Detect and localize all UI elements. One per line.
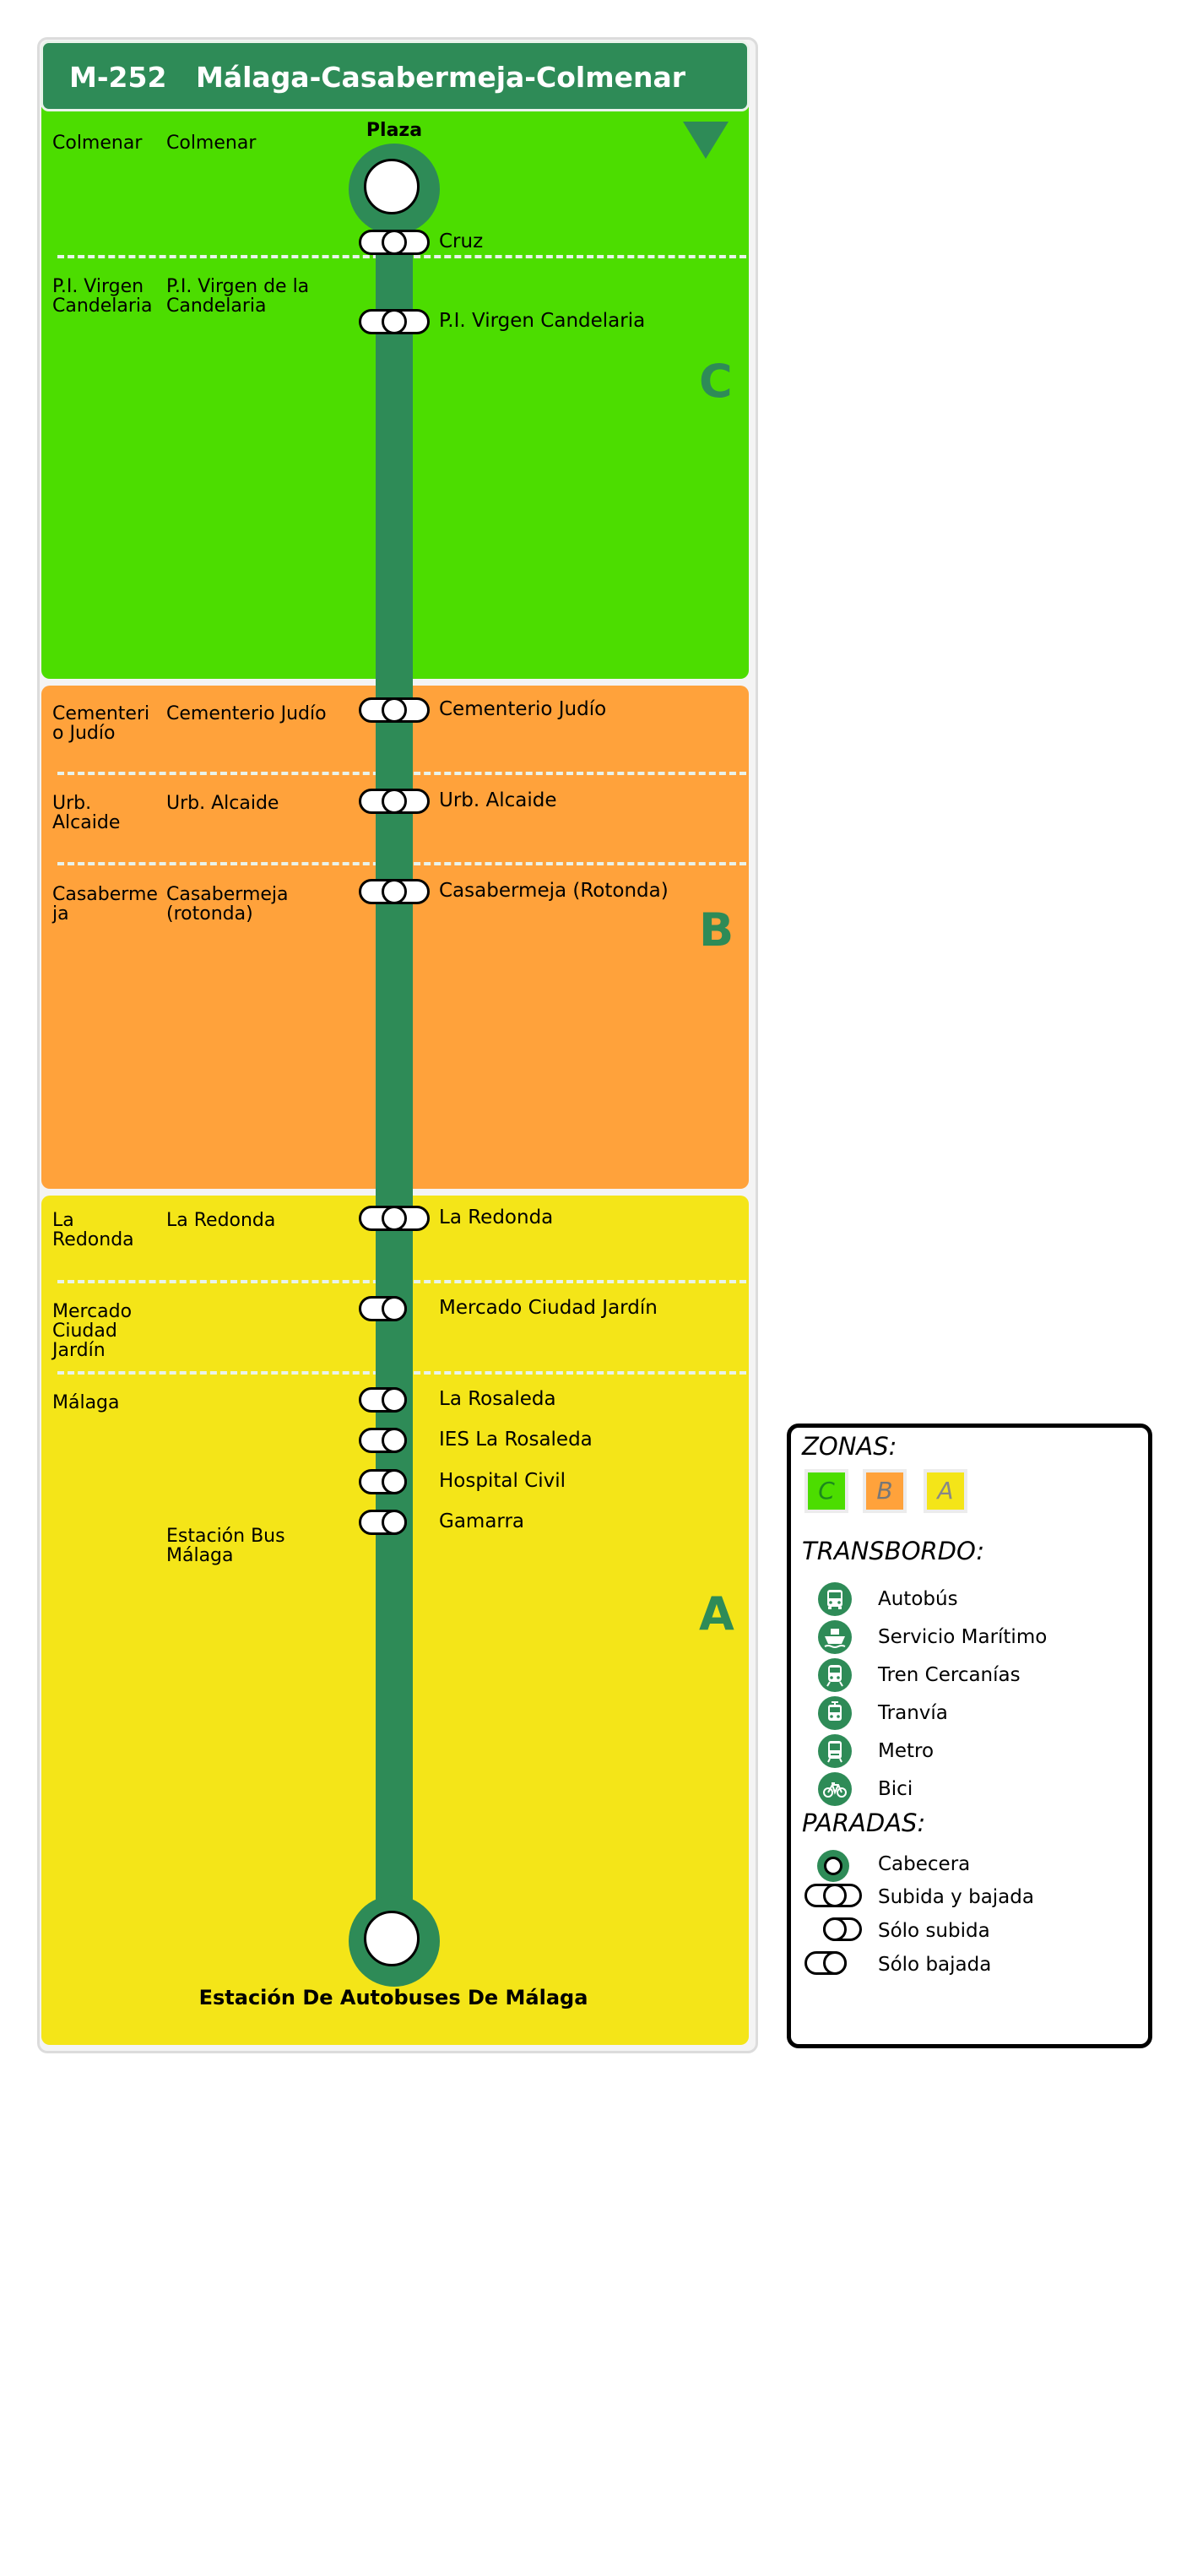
stop-label: Urb. Alcaide	[439, 789, 557, 811]
legend-transfer-label: Bici	[878, 1778, 913, 1800]
start-terminus-label: Plaza	[366, 120, 423, 141]
stop-marker-circle	[382, 309, 407, 334]
legend-stop-type-label: Cabecera	[878, 1853, 971, 1875]
legend-zone-swatch-a	[924, 1469, 967, 1513]
zone-letter-c: C	[699, 355, 733, 408]
legend-transfer-label: Tren Cercanías	[878, 1664, 1021, 1686]
legend-stops-title: PARADAS:	[802, 1809, 926, 1837]
route-name: Málaga-Casabermeja-Colmenar	[196, 61, 685, 94]
route-code: M-252	[69, 61, 167, 94]
stop-label: P.I. Virgen Candelaria	[439, 310, 646, 332]
stop-marker-circle	[382, 230, 407, 255]
legend-zone-swatch-b	[863, 1469, 907, 1513]
stop-label: Casabermeja (Rotonda)	[439, 880, 669, 902]
stop-label: Cementerio Judío	[439, 698, 607, 720]
stop-label: Mercado Ciudad Jardín	[439, 1297, 658, 1319]
start-terminus-marker-inner	[364, 159, 420, 214]
legend-stop-alight-circle	[823, 1951, 847, 1975]
municipality-label: La Redonda	[52, 1210, 134, 1250]
train-icon	[817, 1657, 853, 1693]
nucleus-label: Colmenar	[166, 133, 257, 154]
stop-marker-circle	[382, 1206, 407, 1231]
legend-transfer-title: TRANSBORDO:	[802, 1537, 985, 1565]
stop-marker-circle	[382, 1469, 407, 1494]
legend-zone-letter: B	[876, 1477, 893, 1505]
bus-icon	[817, 1581, 853, 1617]
legend-stop-both-circle	[823, 1884, 847, 1907]
zone-letter-b: B	[699, 903, 734, 957]
legend-terminus-marker-inner	[824, 1857, 842, 1875]
direction-arrow-icon	[683, 122, 729, 159]
municipality-label: Colmenar	[52, 133, 143, 154]
legend-zone-letter: C	[818, 1477, 835, 1505]
end-terminus-marker-inner	[364, 1911, 420, 1966]
legend-stop-type-label: Sólo subida	[878, 1920, 990, 1942]
nucleus-label: Cementerio Judío	[166, 703, 327, 724]
nucleus-label: Casabermeja (rotonda)	[166, 884, 289, 925]
metro-icon	[817, 1733, 853, 1769]
legend-transfer-label: Servicio Marítimo	[878, 1626, 1048, 1648]
stop-marker-circle	[382, 1387, 407, 1413]
stop-marker-circle	[382, 879, 407, 904]
municipality-label: Urb. Alcaide	[52, 793, 121, 833]
stop-marker-circle	[382, 1428, 407, 1453]
legend-zones-title: ZONAS:	[802, 1432, 897, 1461]
tram-icon	[817, 1695, 853, 1731]
legend-stop-board-circle	[823, 1917, 847, 1941]
stop-label: Hospital Civil	[439, 1470, 566, 1492]
nucleus-label: La Redonda	[166, 1210, 276, 1231]
nucleus-label: Urb. Alcaide	[166, 793, 279, 814]
stop-label: IES La Rosaleda	[439, 1429, 593, 1451]
stop-label: La Rosaleda	[439, 1388, 556, 1410]
stop-marker-circle	[382, 1296, 407, 1321]
end-terminus-label: Estación De Autobuses De Málaga	[198, 1986, 588, 2009]
legend-stop-type-label: Subida y bajada	[878, 1886, 1034, 1908]
municipality-label: Casabermeja	[52, 884, 158, 925]
municipality-label: Málaga	[52, 1392, 120, 1413]
stop-label: La Redonda	[439, 1207, 554, 1228]
nucleus-label: Estación Bus Málaga	[166, 1526, 285, 1566]
legend-transfer-label: Tranvía	[878, 1702, 948, 1724]
ferry-icon	[817, 1619, 853, 1655]
legend-transfer-label: Metro	[878, 1740, 935, 1762]
legend-stop-type-label: Sólo bajada	[878, 1954, 992, 1976]
stop-marker-circle	[382, 697, 407, 723]
legend-zone-swatch-c	[804, 1469, 848, 1513]
zone-letter-a: A	[699, 1587, 734, 1641]
bike-icon	[817, 1771, 853, 1807]
nucleus-label: P.I. Virgen de la Candelaria	[166, 276, 310, 317]
stop-marker-circle	[382, 789, 407, 814]
legend-transfer-label: Autobús	[878, 1588, 958, 1610]
stop-label: Gamarra	[439, 1510, 525, 1532]
stop-label: Cruz	[439, 230, 484, 252]
municipality-label: Mercado Ciudad Jardín	[52, 1301, 133, 1361]
stop-marker-circle	[382, 1510, 407, 1535]
municipality-label: P.I. Virgen Candelaria	[52, 276, 153, 317]
route-line	[376, 190, 413, 1942]
municipality-label: Cementerio Judío	[52, 703, 150, 744]
legend-zone-letter: A	[937, 1477, 954, 1505]
